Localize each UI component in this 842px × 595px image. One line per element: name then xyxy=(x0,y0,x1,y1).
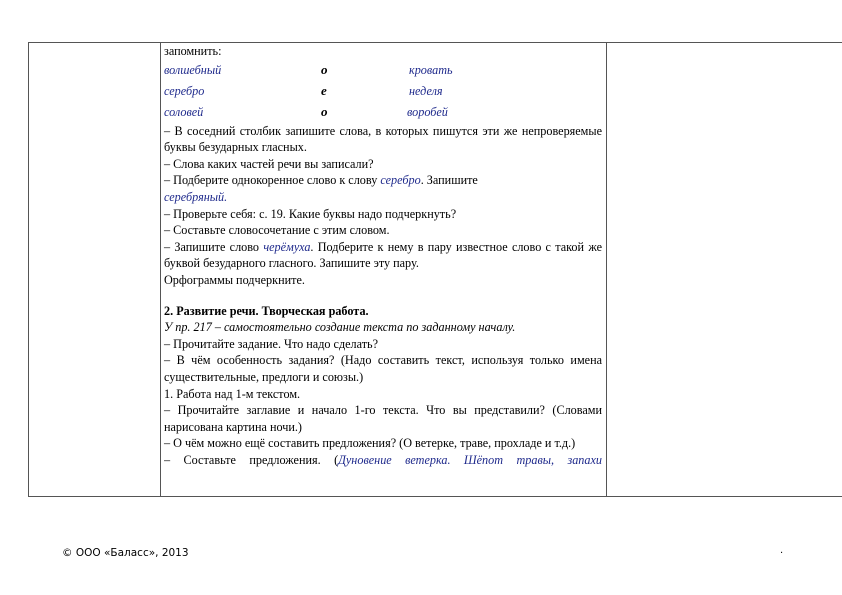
root-answer: серебряный. xyxy=(164,189,228,204)
lesson-content-cell xyxy=(164,43,602,468)
step-heading: 1. Работа над 1-м текстом. xyxy=(164,386,301,401)
word-right: воробей xyxy=(407,104,448,119)
question-compose xyxy=(164,452,602,469)
footer-copyright: © ООО «Баласс», 2013 xyxy=(62,547,189,559)
question-word-text: – Запишите слово xyxy=(164,239,264,254)
word-row xyxy=(164,81,602,102)
word-right: кровать xyxy=(409,62,453,77)
question-parts-of-speech: – Слова каких частей речи вы записали? xyxy=(164,156,374,171)
table-column-divider-2 xyxy=(606,43,607,496)
word-row xyxy=(164,60,602,81)
question-read-task: – Прочитайте задание. Что надо сделать? xyxy=(164,336,379,351)
word-letter: е xyxy=(321,82,327,98)
table-border-left xyxy=(28,43,29,496)
word-left: серебро xyxy=(164,83,205,98)
spacer xyxy=(164,289,602,303)
section-task: У пр. 217 – самостоятельно создание текста по заданному началу. xyxy=(164,320,516,335)
compose-example: Дуновение ветерка. Шёпот травы, запахи xyxy=(338,452,602,467)
question-root-tail: . Запишите xyxy=(420,173,478,188)
question-word-tail: . Подберите к нему в пару известное слово с такой же буквой безударного гласного. Запишите эту пару. xyxy=(164,239,602,271)
root-word: серебро xyxy=(380,173,421,188)
instruction-paragraph: – В соседний столбик запишите слова, в которых пишутся эти же непроверяемые буквы безударных гласных. xyxy=(164,123,602,155)
target-word: черёмуха xyxy=(263,239,311,254)
word-right: неделя xyxy=(409,83,443,98)
question-phrase: – Составьте словосочетание с этим словом. xyxy=(164,223,390,238)
word-row xyxy=(164,102,602,123)
word-left: волшебный xyxy=(164,62,222,77)
table-column-divider-1 xyxy=(160,43,161,496)
question-more: – О чём можно ещё составить предложения? (О ветерке, траве, прохладе и т.д.) xyxy=(164,436,576,451)
question-check: – Проверьте себя: с. 19. Какие буквы надо подчеркнуть? xyxy=(164,206,457,221)
word-letter: о xyxy=(321,103,328,119)
word-left: соловей xyxy=(164,104,204,119)
word-letter: о xyxy=(321,61,328,77)
question-root-word xyxy=(164,172,602,189)
orthogram-instruction: Орфограммы подчеркните. xyxy=(164,272,305,287)
question-compose-text: – Составьте предложения. ( xyxy=(164,452,339,467)
question-root-text: – Подберите однокоренное слово к слову xyxy=(164,173,381,188)
section-title: 2. Развитие речи. Творческая работа. xyxy=(164,303,369,318)
footer-dot: . xyxy=(780,545,784,556)
intro-text: запомнить: xyxy=(164,44,222,58)
question-word-pair xyxy=(164,239,602,272)
question-title: – Прочитайте заглавие и начало 1-го текста. Что вы представили? (Словами нарисована картина ночи.) xyxy=(164,403,602,434)
question-special: – В чём особенность задания? (Надо составить текст, используя только имена существительные, предлоги и союзы.) xyxy=(164,353,602,384)
